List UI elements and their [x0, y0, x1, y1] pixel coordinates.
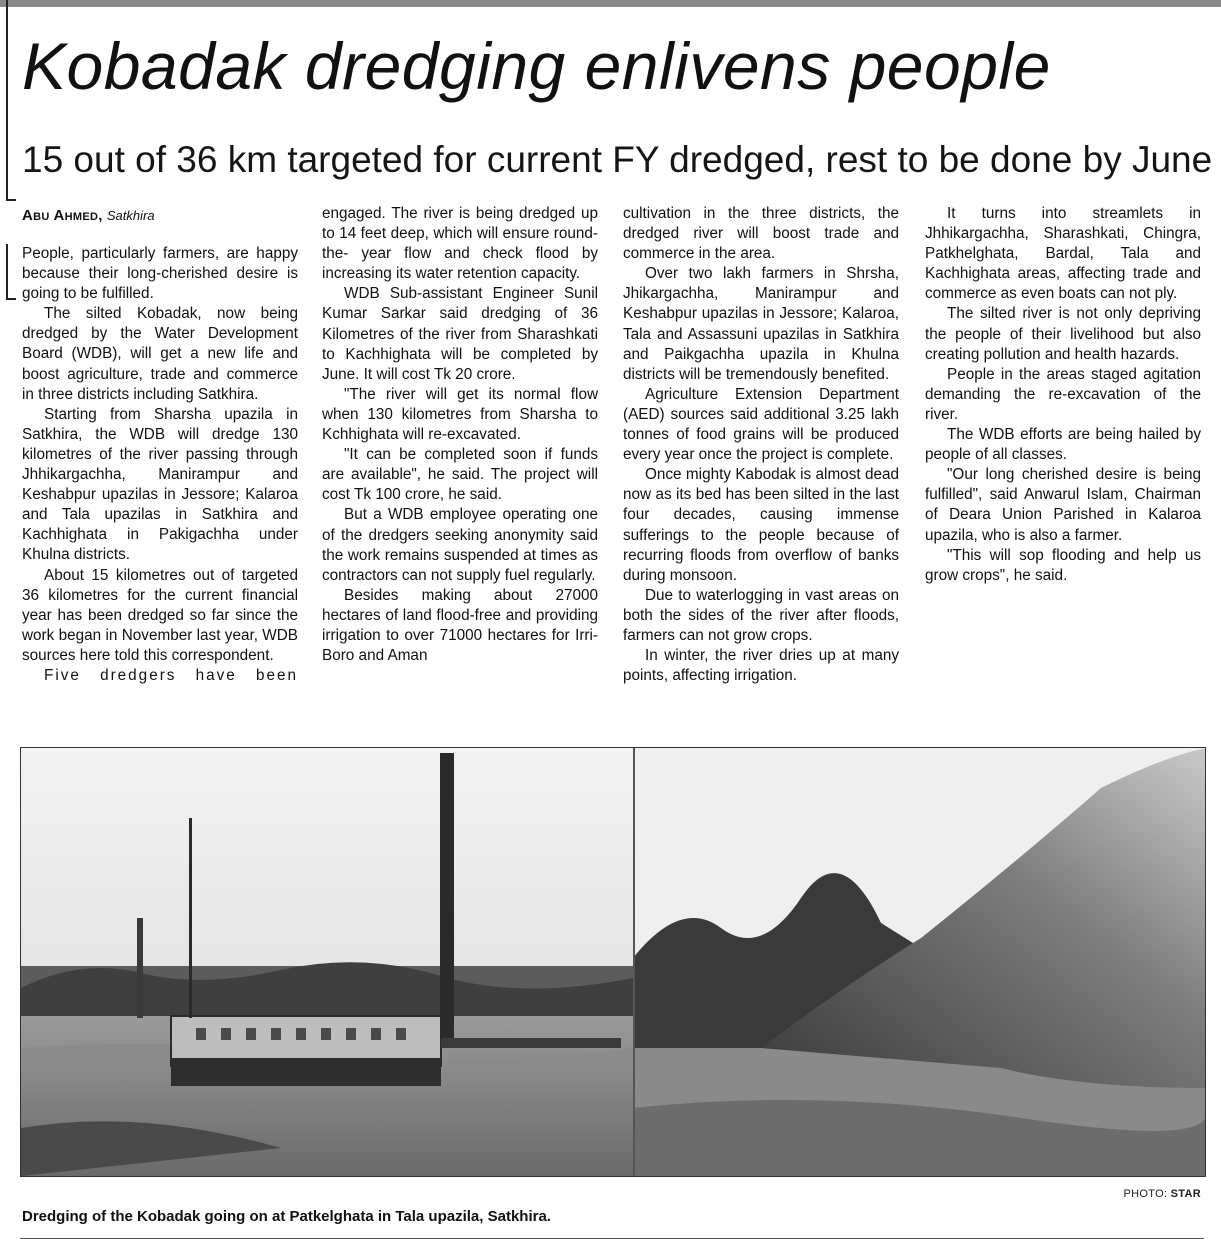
paragraph: People, particularly farmers, are happy because their long-cherished desire is going to be fulfilled. [22, 245, 298, 303]
paragraph: In winter, the river dries up at many points, affecting irrigation. [623, 647, 899, 685]
paragraph: The WDB efforts are being hailed by people of all classes. [925, 426, 1201, 464]
paragraph: engaged. The river is being dredged up to 14 feet deep, which will ensure round-the- year flow and check flood by increasing its water retention capacity. [322, 205, 598, 283]
paragraph: It turns into streamlets in Jhhikargachha, Sharashkati, Chingra, Patkhelghata, Bardal, Tala and Kachhighata areas, affecting trade and commerce as even boats can not ply. [925, 205, 1201, 303]
paragraph: About 15 kilometres out of targeted 36 kilometres for the current financial year has been dredged so far since the work began in November last year, WDB sources here told this correspondent. [22, 566, 298, 664]
dredging-photo-illustration [21, 748, 1205, 1176]
news-photo [20, 747, 1206, 1177]
photo-credit-source: STAR [1170, 1188, 1201, 1200]
paragraph: "It can be completed soon if funds are available", he said. The project will cost Tk 100 crore, he said. [322, 446, 598, 504]
paragraph: The silted river is not only depriving the people of their livelihood but also creating pollution and health hazards. [925, 305, 1201, 363]
left-margin-rule-lower [6, 244, 8, 300]
byline-author: Abu Ahmed, [22, 207, 103, 224]
photo-caption: Dredging of the Kobadak going on at Patkelghata in Tala upazila, Satkhira. [22, 1208, 551, 1225]
paragraph: Agriculture Extension Department (AED) sources said additional 3.25 lakh tonnes of food grains will be produced every year once the project is complete. [623, 385, 899, 464]
paragraph: "The river will get its normal flow when 130 kilometres from Sharsha to Kchhighata will re-excavated. [322, 385, 598, 444]
top-rule [0, 0, 1221, 7]
paragraph: People in the areas staged agitation demanding the re-excavation of the river. [925, 365, 1201, 423]
left-margin-tick [6, 199, 16, 201]
paragraph: Over two lakh farmers in Shrsha, Jhikargachha, Manirampur and Keshabpur upazilas in Jessore; Kalaroa, Tala and Assassuni upazilas in Satkhira and Paikgachha upazila in Khulna districts will be tremendously benefited. [623, 265, 899, 383]
photo-credit-label: PHOTO: [1123, 1188, 1168, 1200]
paragraph: The silted Kobadak, now being dredged by the Water Development Board (WDB), will get a new life and boost agriculture, trade and commerce in three districts including Satkhira. [22, 305, 298, 403]
article-column-2 [322, 204, 598, 666]
article-column-4 [925, 204, 1201, 586]
paragraph: "This will sop flooding and help us grow crops", he said. [925, 546, 1201, 584]
bottom-rule [20, 1238, 1204, 1239]
paragraph: Besides making about 27000 hectares of land flood-free and providing irrigation to over 71000 hectares for Irri-Boro and Aman [322, 586, 598, 665]
headline: Kobadak dredging enlivens people [22, 29, 1051, 103]
paragraph: "Our long cherished desire is being fulfilled", said Anwarul Islam, Chairman of Deara Union Parished in Kalaroa upazila, who is also a farmer. [925, 466, 1201, 544]
paragraph: But a WDB employee operating one of the dredgers seeking anonymity said the work remains suspended at times as contractors can not supply fuel regularly. [322, 506, 598, 584]
photo-credit [1124, 1188, 1201, 1200]
paragraph: cultivation in the three districts, the dredged river will boost trade and commerce in the area. [623, 205, 899, 263]
byline-location: Satkhira [106, 208, 155, 223]
subheadline: 15 out of 36 km targeted for current FY dredged, rest to be done by June [22, 139, 1213, 180]
byline [22, 206, 155, 226]
paragraph: Due to waterlogging in vast areas on both the sides of the river after floods, farmers can not grow crops. [623, 586, 899, 644]
paragraph: Once mighty Kabodak is almost dead now as its bed has been silted in the last four decades, causing immense sufferings to the people because of recurring floods from overflow of banks during monsoon. [623, 466, 899, 584]
left-margin-tick-lower [6, 298, 16, 300]
left-margin-rule [6, 0, 8, 200]
article-column-1 [22, 244, 298, 686]
paragraph: WDB Sub-assistant Engineer Sunil Kumar Sarkar said dredging of 36 Kilometres of the river from Sharashkati to Kachhighata will be completed by June. It will cost Tk 20 crore. [322, 285, 598, 383]
paragraph: Five dredgers have been [44, 666, 298, 684]
article-column-3 [623, 204, 899, 686]
paragraph: Starting from Sharsha upazila in Satkhira, the WDB will dredge 130 kilometres of the river passing through Jhhikargachha, Manirampur and Keshabpur upazilas in Jessore; Kalaroa and Tala upazilas in Satkhira and Kachhighata in Pakigachha under Khulna districts. [22, 405, 298, 564]
